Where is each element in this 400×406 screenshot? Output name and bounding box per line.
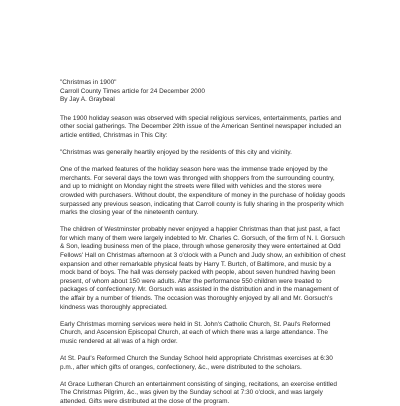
article-title: "Christmas in 1900" [60, 79, 117, 86]
article-byline: By Jay A. Graybeal [60, 96, 115, 104]
article-source: Carroll County Times article for 24 December 2000 [60, 87, 205, 95]
paragraph-quote-open: "Christmas was generally heartily enjoyed by the residents of this city and vicinity. [60, 149, 292, 157]
paragraph-children: The children of Westminster probably never enjoyed a happier Christmas than that just past, a fact for which many of them were largely indebted to Mr. Charles C. Gorsuch, of the firm of N. I. Gorsuch & Son, leading business men of the place, through whose generosity they were entertained at Odd Fellows' Hall on Christmas afternoon at 3 o'clock with a Punch and Judy show, an exhibition of chest expansion and other remarkable physical feats by Harry T. Burtch, of Baltimore, and music by a mock band of boys. The hall was densely packed with people, about seven hundred having been present, of whom about 150 were adults. After the performance 550 children were treated to packages of confectionery. Mr. Gorsuch was assisted in the distribution and in the management of the affair by a number of friends. The occasion was thoroughly enjoyed by all and Mr. Gorsuch's kindness was thoroughly appreciated. [60, 226, 346, 311]
paragraph-grace-lutheran: At Grace Lutheran Church an entertainment consisting of singing, recitations, an exercise entitled The Christmas Pilgrim, &c., was given by the Sunday school at 7:30 o'clock, and was largely attended. Gifts were distributed at the close of the program. [60, 380, 337, 405]
paragraph-intro: The 1900 holiday season was observed with special religious services, entertainments, parties and other social gatherings. The December 29th issue of the American Sentinel newspaper included an article entitled, Christmas in This City: [60, 114, 342, 139]
paragraph-merchants: One of the marked features of the holiday season here was the immense trade enjoyed by the merchants. For several days the town was thronged with shoppers from the surrounding country, and up to midnight on Monday night the streets were filled with vehicles and the stores were crowded with purchasers. Without doubt, the expenditure of money in the purchase of holiday goods surpassed any previous season, indicating that Carroll county is fully sharing in the prosperity which marks the closing year of the nineteenth century. [60, 166, 346, 217]
paragraph-morning-services: Early Christmas morning services were held in St. John's Catholic Church, St. Paul's Reformed Church, and Ascension Episcopal Church, at each of which there was a large attendance. The music rendered at all was of a high order. [60, 320, 331, 345]
article-header [60, 79, 346, 105]
article-body [60, 115, 346, 406]
paragraph-st-pauls: At St. Paul's Reformed Church the Sunday School held appropriate Christmas exercises at 6:30 p.m., after which gifts of oranges, confectionery, &c., were distributed to the scholars. [60, 354, 333, 371]
